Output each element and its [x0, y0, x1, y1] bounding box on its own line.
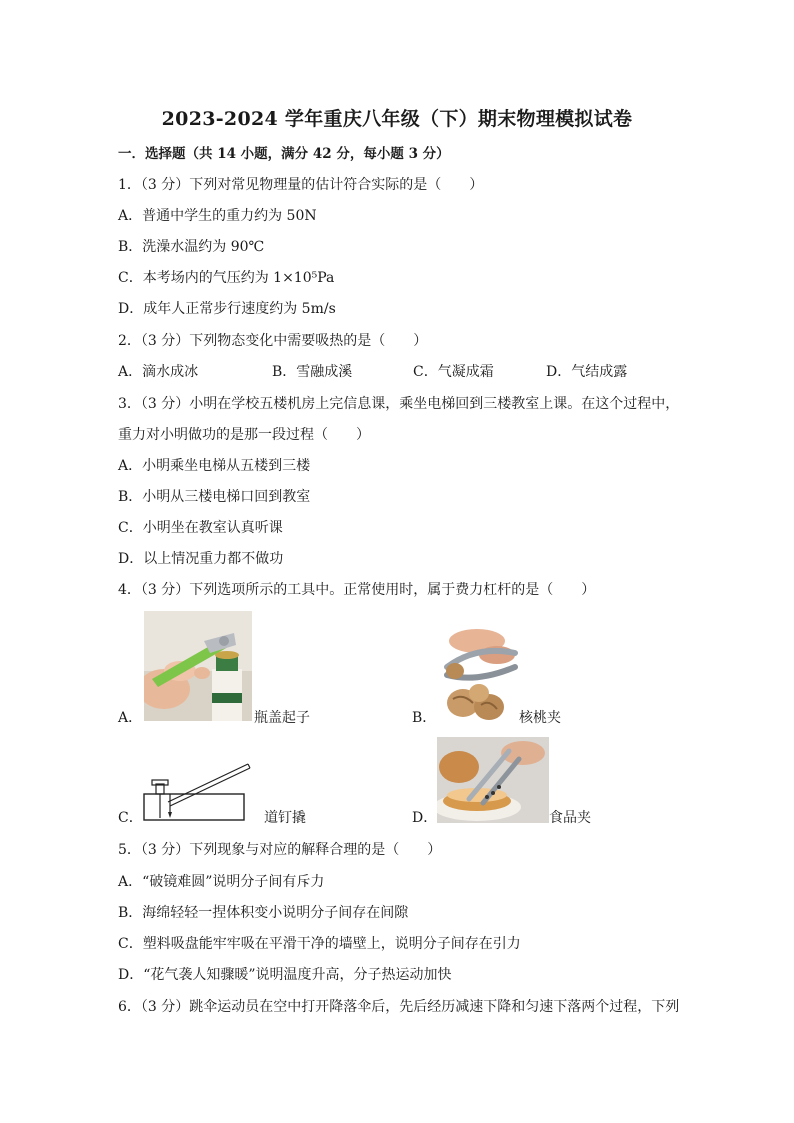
question-5-option-c: C．塑料吸盘能牢牢吸在平滑干净的墙壁上，说明分子间存在引力: [118, 936, 521, 952]
question-3-option-d: D．以上情况重力都不做功: [118, 551, 284, 567]
question-4-option-a-caption: 瓶盖起子: [254, 710, 310, 726]
question-4-option-b-letter: B．: [412, 710, 437, 726]
question-3-option-c: C．小明坐在教室认真听课: [118, 520, 283, 536]
question-3-option-a: A．小明乘坐电梯从五楼到三楼: [118, 458, 311, 474]
question-1-option-b: B．洗澡水温约为 90℃: [118, 239, 265, 255]
question-4-option-a-letter: A．: [118, 710, 143, 726]
question-5-stem: 5．（3 分）下列现象与对应的解释合理的是（ ）: [118, 842, 442, 858]
question-2-option-d: D．气结成露: [546, 364, 628, 380]
walnut-cracker-image: [437, 627, 521, 723]
question-5-option-d: D．“花气袭人知骤暖”说明温度升高，分子热运动加快: [118, 967, 452, 983]
question-4-option-d-caption: 食品夹: [549, 810, 591, 826]
question-3-option-b: B．小明从三楼电梯口回到教室: [118, 489, 311, 505]
section-heading: 一．选择题（共 14 小题，满分 42 分，每小题 3 分）: [118, 146, 450, 162]
question-4-option-b-caption: 核桃夹: [519, 710, 561, 726]
question-2-option-c: C．气凝成霜: [413, 364, 494, 380]
question-2-option-b: B．雪融成溪: [272, 364, 353, 380]
question-4-option-c-caption: 道钉撬: [264, 810, 306, 826]
food-tongs-image: [437, 737, 549, 823]
question-6-stem: 6．（3 分）跳伞运动员在空中打开降落伞后，先后经历减速下降和匀速下落两个过程，下列: [118, 999, 680, 1015]
question-1-stem: 1．（3 分）下列对常见物理量的估计符合实际的是（ ）: [118, 177, 484, 193]
question-3-stem-line1: 3．（3 分）小明在学校五楼机房上完信息课，乘坐电梯回到三楼教室上课。在这个过程中，: [118, 396, 680, 412]
question-4-option-c-letter: C．: [118, 810, 143, 826]
question-4-option-d-letter: D．: [412, 810, 438, 826]
crowbar-diagram: [142, 758, 252, 822]
question-2-option-a: A．滴水成冰: [118, 364, 199, 380]
question-4-stem: 4．（3 分）下列选项所示的工具中。正常使用时，属于费力杠杆的是（ ）: [118, 582, 596, 598]
bottle-opener-image: [144, 611, 252, 721]
question-1-option-c: C．本考场内的气压约为 1×10⁵Pa: [118, 270, 335, 286]
question-5-option-b: B．海绵轻轻一捏体积变小说明分子间存在间隙: [118, 905, 409, 921]
question-3-stem-line2: 重力对小明做功的是那一段过程（ ）: [118, 427, 370, 443]
question-2-stem: 2．（3 分）下列物态变化中需要吸热的是（ ）: [118, 333, 428, 349]
question-5-option-a: A．“破镜难圆”说明分子间有斥力: [118, 874, 325, 890]
page-title: 2023-2024 学年重庆八年级（下）期末物理模拟试卷: [161, 108, 633, 130]
question-1-option-a: A．普通中学生的重力约为 50N: [118, 208, 317, 224]
question-1-option-d: D．成年人正常步行速度约为 5m/s: [118, 301, 336, 317]
